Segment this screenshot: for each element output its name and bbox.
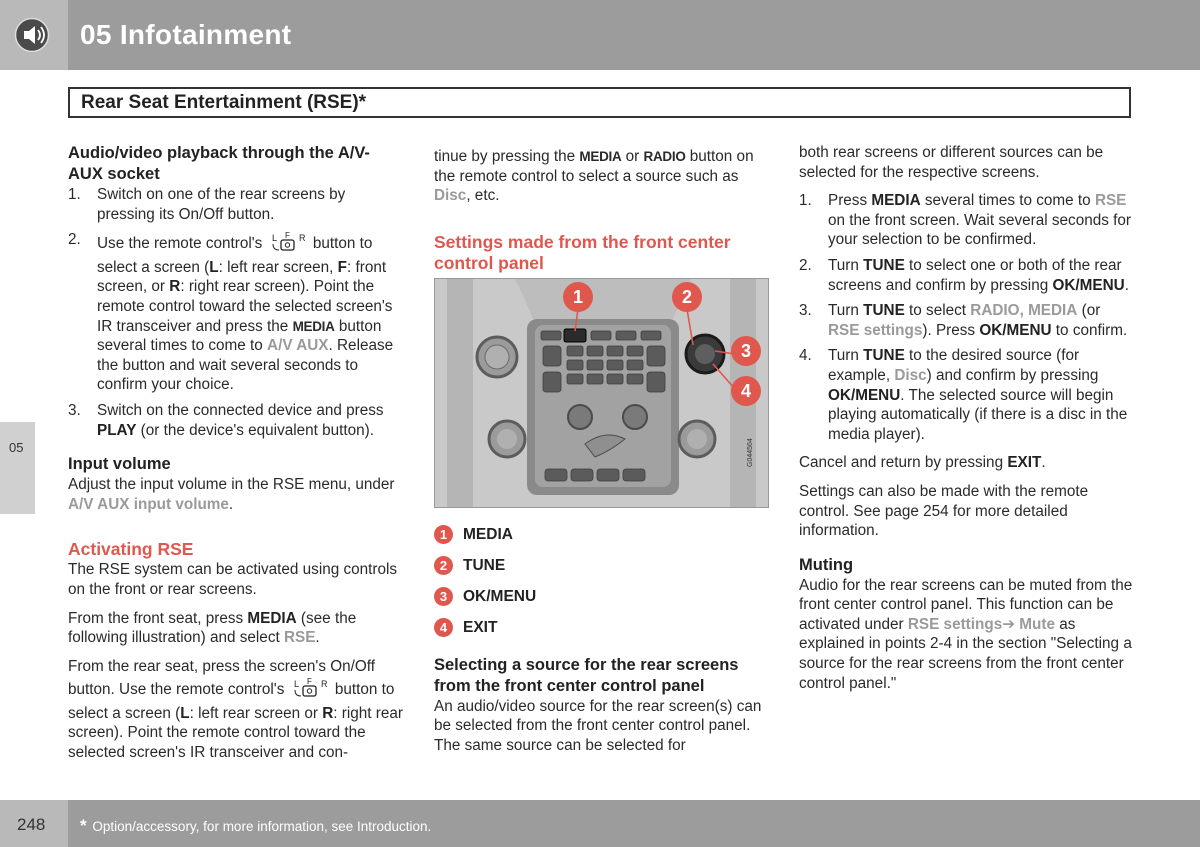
keyword: TUNE [863,302,905,320]
step-text: . Release the button and wait several seconds to confirm your choice. [97,337,394,394]
list-item [799,346,1134,444]
legend-item-tune [434,555,769,577]
svg-text:L: L [271,233,277,244]
svg-text:R: R [298,233,306,244]
text: , etc. [466,187,500,205]
control-panel-illustration [434,278,769,508]
step-text: Turn [828,256,864,274]
menu-keyword: RSE settings [828,321,923,339]
keyword: EXIT [1007,454,1042,472]
step-text: (or [1077,302,1101,320]
menu-keyword: Disc [894,366,927,384]
keyword: OK/MENU [979,321,1052,339]
menu-keyword: A/V AUX [267,337,329,355]
text: Cancel and return by pressing [799,454,1008,472]
legend-label: OK/MENU [463,587,537,605]
step-text: Turn [828,302,864,320]
text: Audio for the rear screens can be muted from the front center control panel. This function can be activated under [799,576,1133,633]
text: or [625,148,640,165]
keyword: MEDIA [871,192,921,210]
callout-number-badge: 1 [434,525,453,544]
step-number: 2. [68,231,81,249]
callout-number-badge: 2 [434,556,453,575]
step-text: . The selected source will begin playing automatically (if there is a disc in the media player). [828,386,1128,443]
paragraph [799,576,1134,694]
footnote-text: Option/accessory, for more information, see Introduction. [92,819,432,834]
image-code: G044564 [747,437,754,467]
step-text: button to select a screen ( [97,235,373,276]
screen-select-icon [270,230,306,258]
arrow-right-icon: ➔ [1002,615,1016,633]
step-text: on the front screen. Wait several seconds for your selection to be confirmed. [828,211,1131,249]
paragraph: The RSE system can be activated using controls on the front or rear screens. [68,561,398,598]
keyword: L [209,258,219,276]
keyword: OK/MENU [1052,276,1125,294]
section-header [68,87,1131,118]
section-title: Rear Seat Entertainment (RSE)* [81,92,367,113]
paragraph [434,147,769,206]
legend-item-exit [434,617,769,639]
paragraph [799,453,1134,473]
step-text: to the desired source (for example, [828,347,1080,384]
column-right [799,143,1134,702]
svg-text:1: 1 [572,286,584,307]
keyword: OK/MENU [828,386,901,404]
keyword: R [322,704,334,722]
svg-text:R: R [320,679,328,690]
column-middle [434,147,769,765]
step-text: : right rear screen). Point the remote control toward the selected screen's IR transceiver and press the [97,278,393,335]
step-number: 1. [799,192,812,210]
list-item [799,191,1134,250]
step-text: ). Press [922,321,980,339]
callout-number-badge: 4 [434,618,453,637]
chapter-side-tab [0,422,35,514]
step-number: 1. [68,186,81,203]
page-number: 248 [17,815,46,834]
step-text: button several times to come to [97,317,382,355]
svg-text:F: F [306,677,312,687]
footnote [80,816,431,836]
text: Adjust the input volume in the RSE menu, under [68,476,395,494]
menu-keyword: RSE [1094,192,1127,210]
step-number: 3. [799,302,812,320]
step-text: Use the remote control's [97,235,263,253]
step-text: Switch on one of the rear screens by pressing its On/Off button. [97,186,346,223]
text: as explained in points 2-4 in the section "Selecting a source for the rear screens from the front center control panel." [799,615,1132,692]
menu-keyword: Mute [1019,615,1055,633]
callout-number-badge: 3 [434,587,453,606]
menu-keyword: MEDIA [1028,302,1078,320]
chapter-title: 05 Infotainment [80,19,292,50]
asterisk: * [80,816,87,835]
heading-settings-front-panel: Settings made from the front center control panel [434,231,731,273]
list-item [68,401,403,440]
heading-muting: Muting [799,555,854,574]
paragraph: Settings can also be made with the remote control. See page 254 for more detailed information. [799,482,1089,540]
keyword: TUNE [863,347,905,365]
list-item [68,230,403,395]
heading-av-aux: Audio/video playback through the A/V-AUX socket [68,144,370,183]
callout-legend [434,524,769,639]
paragraph: An audio/video source for the rear screen(s) can be selected from the front center control panel. The same source can be selected for [434,697,762,754]
step-text: to select one or both of the rear screens and confirm by pressing [828,256,1122,294]
text: From the front seat, press [68,609,248,627]
menu-keyword: RADIO [970,302,1020,320]
side-tab-label: 05 [9,440,24,455]
menu-keyword: Disc [434,187,467,205]
text: : right rear screen). Point the remote control toward the selected screen's IR transceiver and con- [68,704,403,762]
av-aux-steps [68,185,403,440]
menu-keyword: RSE settings [907,615,1003,633]
step-text: Press [828,192,872,210]
keyword: TUNE [863,256,905,274]
column-left [68,143,403,772]
svg-text:F: F [284,231,290,241]
media-button-label: MEDIA [292,318,335,334]
legend-item-ok-menu [434,586,769,608]
menu-keyword: A/V AUX input volume [68,495,229,513]
text: . [315,629,320,647]
step-text: : front screen, or [97,258,387,296]
keyword: L [180,704,190,722]
select-source-steps [799,191,1134,444]
step-text: ) and confirm by pressing [926,366,1099,384]
list-item [799,256,1134,295]
heading-selecting-source: Selecting a source for the rear screens from the front center control panel [434,655,739,695]
speaker-icon [14,17,50,53]
step-number: 2. [799,256,812,274]
list-item [799,301,1134,340]
list-item [68,185,403,224]
svg-text:4: 4 [740,380,752,401]
text: From the rear seat, press the screen's On/Off button. Use the remote control's [68,657,375,699]
radio-button-label: RADIO [643,149,686,164]
step-text: several times to come to [920,192,1095,210]
text: . [228,495,234,513]
text: (see the following illustration) and select [68,609,357,647]
legend-item-media [434,524,769,546]
menu-keyword: RSE [283,629,316,647]
step-number: 3. [68,401,81,419]
header-icon-box [0,0,68,70]
step-text: to select [904,302,971,320]
step-text: Turn [828,347,864,365]
menu-keyword: , [1019,302,1029,320]
text: button on the remote control to select a source such as [434,148,754,185]
svg-text:2: 2 [681,286,693,307]
paragraph [68,657,403,763]
step-text: Switch on the connected device and press [97,401,384,419]
text: button to select a screen ( [68,681,395,722]
step-number: 4. [799,347,812,365]
step-text: . [1124,276,1129,294]
svg-text:L: L [293,679,299,690]
legend-label: TUNE [463,556,506,574]
paragraph [68,609,403,648]
paragraph: both rear screens or different sources can be selected for the respective screens. [799,144,1104,181]
step-text: : left rear screen, [218,258,338,276]
screen-select-icon [292,676,328,704]
step-text: to confirm. [1051,321,1128,339]
text: : left rear screen or [189,704,323,722]
keyword: R [169,278,181,296]
keyword: MEDIA [247,609,297,627]
step-text: (or the device's equivalent button). [136,421,375,439]
heading-activating-rse: Activating RSE [68,539,194,560]
text: . [1041,454,1046,472]
keyword: F [337,258,347,276]
heading-input-volume: Input volume [68,455,171,474]
svg-text:3: 3 [740,340,752,361]
keyword: PLAY [97,421,137,439]
text: tinue by pressing the [434,148,576,165]
paragraph [68,475,403,514]
legend-label: EXIT [463,618,498,636]
legend-label: MEDIA [463,525,513,543]
media-button-label: MEDIA [579,149,622,164]
